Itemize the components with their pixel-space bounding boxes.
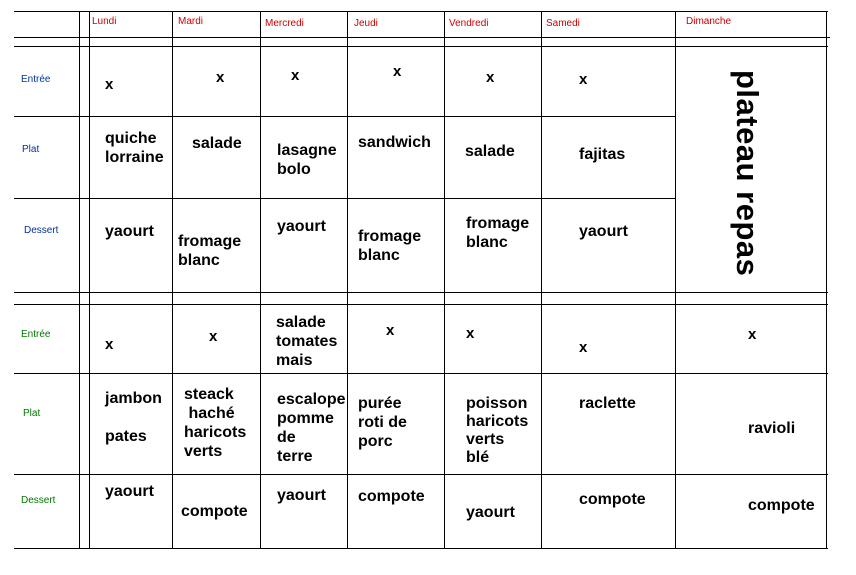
w2-plat-samedi: raclette [579, 395, 636, 412]
w1-dessert-vendredi: fromage blanc [466, 215, 530, 251]
w1-dessert-mercredi: yaourt [277, 218, 326, 235]
w2-entree-samedi: x [579, 339, 588, 356]
w1-entree-vendredi: x [486, 69, 495, 86]
w2-plat-mercredi: escalope pomme de terre [277, 391, 346, 465]
grid-line [347, 11, 348, 548]
grid-line [260, 11, 261, 548]
w2-dessert-vendredi: yaourt [466, 504, 515, 521]
w1-entree-mardi: x [216, 69, 225, 86]
w2-plat-jeudi: purée roti de porc [358, 395, 407, 450]
w1-entree-mercredi: x [291, 67, 300, 84]
day-header-lundi: Lundi [92, 16, 117, 27]
w2-plat-vendredi: poisson haricots verts blé [466, 395, 529, 466]
grid-line [14, 198, 676, 199]
w1-plat-mercredi: lasagne bolo [277, 142, 337, 178]
day-header-dimanche: Dimanche [686, 16, 732, 27]
grid-line [14, 373, 828, 374]
w1-dessert-jeudi: fromage blanc [358, 228, 422, 264]
grid-line [79, 11, 80, 548]
w2-plat-mardi: steack haché haricots verts [184, 386, 247, 460]
row-label-plat: Plat [22, 144, 40, 155]
w2-entree-mercredi: salade tomates mais [276, 314, 338, 369]
row-label-plat-2: Plat [23, 408, 41, 419]
grid-line [444, 11, 445, 548]
w1-entree-samedi: x [579, 71, 588, 88]
grid-line [675, 11, 676, 548]
w1-plat-jeudi: sandwich [358, 134, 431, 151]
day-header-mardi: Mardi [178, 16, 204, 27]
w1-plat-mardi: salade [192, 135, 242, 152]
grid-line [14, 11, 828, 12]
grid-line [541, 11, 542, 548]
w2-entree-lundi: x [105, 336, 114, 353]
w2-dessert-samedi: compote [579, 491, 646, 508]
w1-plat-samedi: fajitas [579, 146, 626, 163]
w1-dessert-mardi: fromage blanc [178, 233, 242, 269]
w1-dessert-samedi: yaourt [579, 223, 628, 240]
w2-dessert-dimanche: compote [748, 497, 815, 514]
w2-dessert-mercredi: yaourt [277, 487, 326, 504]
w2-dessert-jeudi: compote [358, 488, 425, 505]
w2-dessert-mardi: compote [181, 503, 248, 520]
grid-line [14, 46, 828, 47]
w2-entree-jeudi: x [386, 322, 395, 339]
w1-entree-jeudi: x [393, 63, 402, 80]
grid-line [172, 11, 173, 548]
w2-plat-lundi: jambon pates [105, 390, 162, 445]
day-header-jeudi: Jeudi [354, 18, 378, 29]
day-header-vendredi: Vendredi [449, 18, 489, 29]
row-label-dessert: Dessert [24, 225, 59, 236]
w2-entree-mardi: x [209, 328, 218, 345]
w2-entree-vendredi: x [466, 325, 475, 342]
grid-line [14, 116, 676, 117]
day-header-mercredi: Mercredi [265, 18, 304, 29]
grid-line [14, 548, 828, 549]
w2-plat-dimanche: ravioli [748, 420, 796, 437]
w2-dessert-lundi: yaourt [105, 483, 154, 500]
row-label-entree-2: Entrée [21, 329, 51, 340]
grid-line [14, 292, 828, 293]
day-header-samedi: Samedi [546, 18, 580, 29]
sunday-plateau-repas: plateau repas [730, 70, 765, 277]
w1-entree-lundi: x [105, 76, 114, 93]
row-label-entree: Entrée [21, 74, 51, 85]
w1-plat-lundi: quiche lorraine [105, 130, 164, 166]
w1-dessert-lundi: yaourt [105, 223, 154, 240]
grid-line [14, 474, 828, 475]
w1-plat-vendredi: salade [465, 143, 515, 160]
grid-line [826, 11, 827, 548]
grid-line [14, 304, 828, 305]
grid-line [14, 37, 830, 38]
grid-line [89, 11, 90, 548]
row-label-dessert-2: Dessert [21, 495, 56, 506]
w2-entree-dimanche: x [748, 326, 757, 343]
